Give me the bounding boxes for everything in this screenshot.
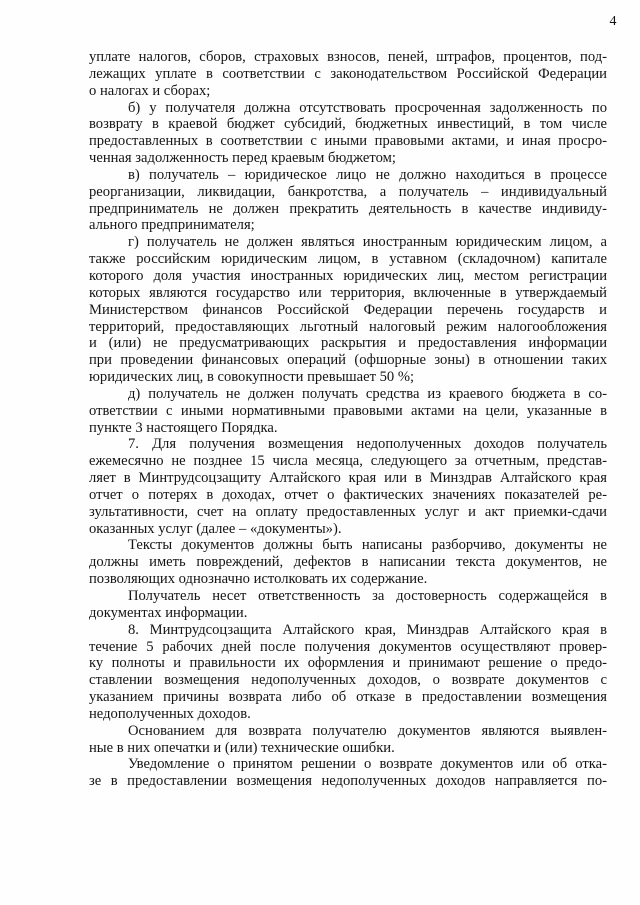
- text-line: недополученных доходов.: [89, 705, 251, 722]
- text-line: и (или) не предусматривающих раскрытия и предоставления информации: [89, 335, 607, 352]
- text-line: отчет о потерях в доходах, отчет о фактических значениях показателей ре-: [89, 486, 607, 503]
- text-line: предоставленных в соответствии с иными правовыми актами, и иная просро-: [89, 133, 607, 150]
- text-line: территорий, предоставляющих льготный налоговый режим налогообложения: [89, 318, 607, 335]
- text-line: позволяющих однозначно истолковать их содержание.: [89, 571, 428, 588]
- text-line: ляет в Минтрудсоцзащиту Алтайского края или в Минздрав Алтайского края: [89, 470, 607, 487]
- text-line: также российским юридическим лицом, в уставном (складочном) капитале: [89, 251, 607, 268]
- paragraph: [89, 756, 607, 790]
- paragraph: [89, 588, 607, 622]
- text-line: ежемесячно не позднее 15 числа месяца, следующего за отчетным, представ-: [89, 453, 607, 470]
- text-line: о налогах и сборах;: [89, 82, 211, 99]
- text-line: д) получатель не должен получать средства из краевого бюджета в со-: [128, 385, 607, 402]
- paragraph: [89, 723, 607, 757]
- text-line: ку полноты и правильности их оформления и принимают решение о предо-: [89, 655, 607, 672]
- text-line: документах информации.: [89, 604, 248, 621]
- text-line: 7. Для получения возмещения недополученных доходов получатель: [128, 436, 607, 453]
- text-line: предприниматель не должен прекратить деятельность в качестве индивиду-: [89, 200, 607, 217]
- text-line: Тексты документов должны быть написаны разборчиво, документы не: [128, 537, 607, 554]
- text-line: г) получатель не должен являться иностранным юридическим лицом, а: [128, 234, 607, 251]
- text-line: течение 5 рабочих дней после получения документов осуществляют провер-: [89, 638, 607, 655]
- paragraph: [89, 436, 607, 537]
- text-line: зе в предоставлении возмещения недополученных доходов направляется по-: [89, 773, 607, 790]
- paragraph: [89, 167, 607, 234]
- text-line: указанием причины возврата либо об отказе в предоставлении возмещения: [89, 689, 607, 706]
- text-line: в) получатель – юридическое лицо не должно находиться в процессе: [128, 166, 607, 183]
- paragraph: [89, 49, 607, 100]
- paragraph: [89, 622, 607, 723]
- text-line: зультативности, счет на оплату предоставленных услуг и акт приемки-сдачи: [89, 503, 607, 520]
- text-line: 8. Минтрудсоцзащита Алтайского края, Минздрав Алтайского края в: [128, 621, 607, 638]
- text-line: которых являются государство или территория, включенные в утверждаемый: [89, 284, 607, 301]
- text-line: лежащих уплате в соответствии с законодательством Российской Федерации: [89, 65, 607, 82]
- text-line: б) у получателя должна отсутствовать просроченная задолженность по: [128, 99, 607, 116]
- text-line: ального предпринимателя;: [89, 217, 255, 234]
- text-line: уплате налогов, сборов, страховых взносов, пеней, штрафов, процентов, под-: [89, 49, 607, 65]
- text-line: должны иметь повреждений, дефектов в написании текста документов, не: [89, 554, 607, 571]
- text-line: Основанием для возврата получателю документов являются выявлен-: [128, 722, 607, 739]
- text-line: ченная задолженность перед краевым бюджетом;: [89, 150, 396, 167]
- text-line: ные в них опечатки и (или) технические ошибки.: [89, 739, 395, 756]
- text-line: ставлении возмещения недополученных доходов, о возврате документов с: [89, 672, 607, 689]
- text-line: Получатель несет ответственность за достоверность содержащейся в: [128, 588, 607, 604]
- text-line: юридических лиц, в совокупности превышает 50 %;: [89, 369, 415, 386]
- text-line: Уведомление о принятом решении о возврате документов или об отка-: [128, 756, 607, 773]
- document-body: [89, 49, 607, 790]
- text-line: при проведении финансовых операций (офшорные зоны) в отношении таких: [89, 352, 607, 369]
- text-line: оказанных услуг (далее – «документы»).: [89, 520, 342, 537]
- paragraph: [89, 234, 607, 386]
- paragraph: [89, 386, 607, 437]
- text-line: которого доля участия иностранных юридических лиц, местом регистрации: [89, 267, 607, 284]
- text-line: ответствии с иными нормативными правовыми актами на цели, указанные в: [89, 402, 607, 419]
- text-line: реорганизации, ликвидации, банкротства, а получатель – индивидуальный: [89, 183, 607, 200]
- paragraph: [89, 100, 607, 167]
- page-number: 4: [609, 14, 617, 29]
- text-line: возврату в краевой бюджет субсидий, бюджетных инвестиций, в том числе: [89, 116, 607, 133]
- text-line: пункте 3 настоящего Порядка.: [89, 419, 278, 436]
- paragraph: [89, 537, 607, 588]
- text-line: Министерством финансов Российской Федерации перечень государств и: [89, 301, 607, 318]
